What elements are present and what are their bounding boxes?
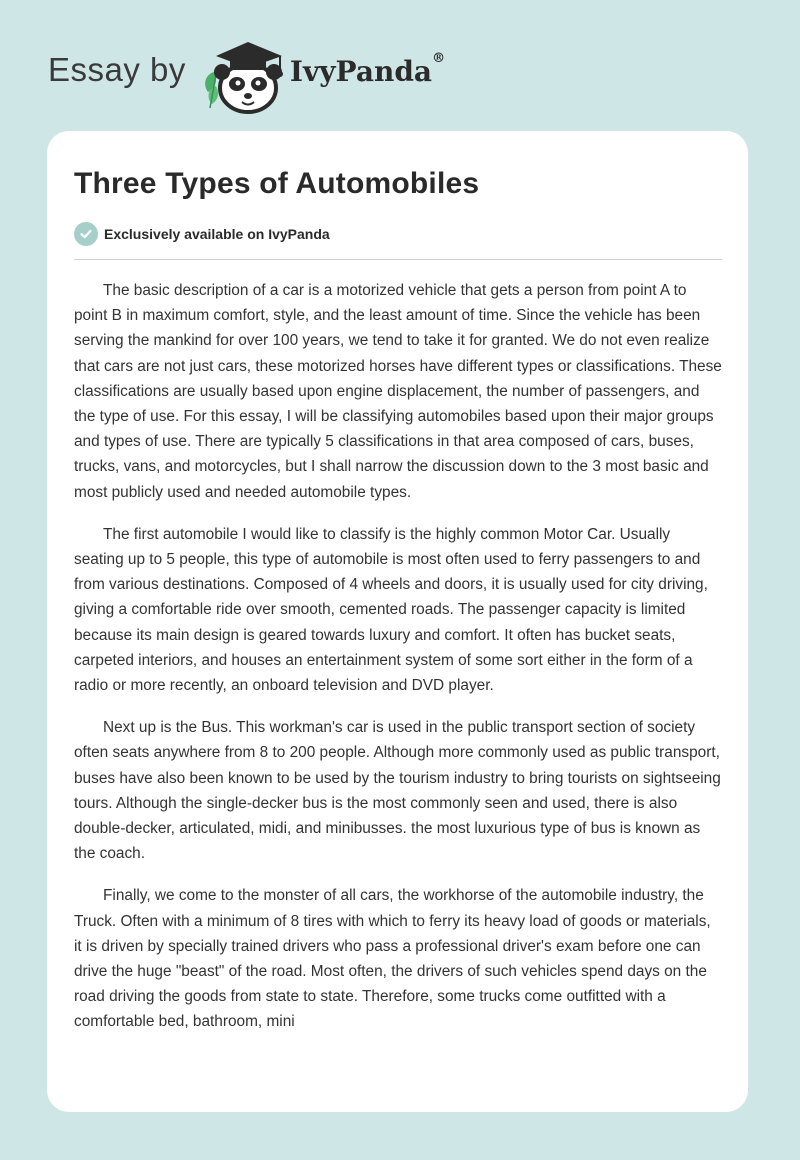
divider (74, 259, 722, 260)
essay-title: Three Types of Automobiles (74, 167, 480, 200)
brand-header (48, 34, 445, 114)
brand-name: IvyPanda® (289, 50, 446, 88)
panda-graduate-logo-icon (200, 34, 288, 114)
essay-body (74, 278, 722, 1035)
registered-mark: ® (432, 50, 446, 66)
exclusive-badge (74, 221, 722, 247)
paragraph: Finally, we come to the monster of all cars, the workhorse of the automobile industry, the Truck. Often with a minimum of 8 tires with which to ferry its heavy load of goods or materials, it is driven by specially trained drivers who pass a professional driver's exam before one can drive the huge "beast" of the road. Most often, the drivers of such vehicles spend days on the road driving the goods from state to state. Therefore, some trucks come outfitted with a comfortable bed, bathroom, mini (74, 887, 711, 1031)
brand-prefix: Essay by (48, 51, 186, 88)
check-circle-icon (74, 222, 98, 246)
paragraph: The basic description of a car is a motorized vehicle that gets a person from point A to point B in maximum comfort, style, and the least amount of time. Since the vehicle has been serving the mankind for over 100 years, we tend to take it for granted. We do not even realize that cars are not just cars, these motorized horses have different types or classifications. These classifications are usually based upon engine displacement, the number of passengers, and the type of use. For this essay, I will be classifying automobiles based upon their major groups and types of use. There are typically 5 classifications in that area composed of cars, buses, trucks, vans, and motorcycles, but I shall narrow the discussion down to the 3 most basic and most publicly used and needed automobile types. (74, 282, 722, 501)
essay-card (47, 131, 748, 1112)
check-mark-icon (79, 227, 93, 241)
paragraph: The first automobile I would like to classify is the highly common Motor Car. Usually seating up to 5 people, this type of automobile is most often used to ferry passengers to and from various destinations. Composed of 4 wheels and doors, it is usually used for city driving, giving a comfortable ride over smooth, cemented roads. The passenger capacity is limited because its main design is geared towards luxury and comfort. It often has bucket seats, carpeted interiors, and houses an entertainment system of some sort either in the form of a radio or more recently, an onboard television and DVD player. (74, 525, 708, 695)
badge-label: Exclusively available on IvyPanda (104, 226, 330, 242)
paragraph: Next up is the Bus. This workman's car is used in the public transport section of society often seats anywhere from 8 to 200 people. Although more commonly used as public transport, buses have also been known to be used by the tourism industry to bring tourists on sightseeing tours. Although the single-decker bus is the most commonly seen and used, there is also double-decker, articulated, midi, and minibusses. the most luxurious type of bus is known as the coach. (74, 719, 721, 863)
